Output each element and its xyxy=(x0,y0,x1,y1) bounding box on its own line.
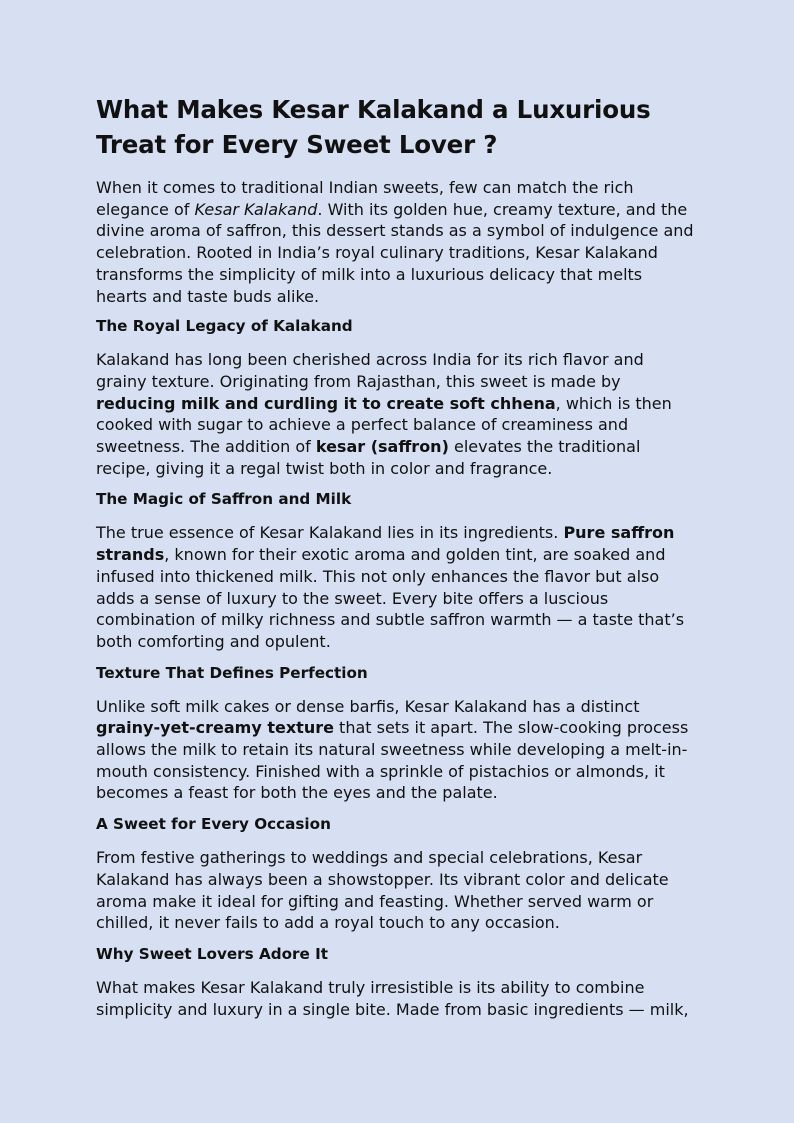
section-heading-sweet-lovers: Why Sweet Lovers Adore It xyxy=(96,944,329,963)
section-heading-royal-legacy: The Royal Legacy of Kalakand xyxy=(96,317,353,336)
intro-paragraph: When it comes to traditional Indian sweets, few can match the rich elegance of Kesar Kalakand. With its golden hue, creamy texture, and the divine aroma of saffron, this dessert stands as a symbol of indulgence and celebration. Rooted in India’s royal culinary traditions, Kesar Kalakand transforms the simplicity of milk into a luxurious delicacy that melts hearts and taste buds alike. xyxy=(96,178,694,306)
section-paragraph-texture: Unlike soft milk cakes or dense barfis, Kesar Kalakand has a distinct grainy-yet-creamy texture that sets it apart. The slow-cooking process allows the milk to retain its natural sweetness while developing a melt-in-mouth consistency. Finished with a sprinkle of pistachios or almonds, it becomes a feast for both the eyes and the palate. xyxy=(96,696,689,803)
section-paragraph-royal-legacy: Kalakand has long been cherished across India for its rich flavor and grainy texture. Originating from Rajasthan, this sweet is made by reducing milk and curdling it to create soft chhena, which is then cooked with sugar to achieve a perfect balance of creaminess and sweetness. The addition of kesar (saffron) elevates the traditional recipe, giving it a regal twist both in color and fragrance. xyxy=(96,350,672,478)
section-paragraph-saffron-milk: The true essence of Kesar Kalakand lies in its ingredients. Pure saffron strands, known for their exotic aroma and golden tint, are soaked and infused into thickened milk. This not only enhances the flavor but also adds a sense of luxury to the sweet. Every bite offers a luscious combination of milky richness and subtle saffron warmth — a taste that’s both comforting and opulent. xyxy=(96,523,685,651)
article-title xyxy=(96,92,698,162)
title-line-2: Treat for Every Sweet Lover ? xyxy=(96,130,498,159)
section-heading-texture: Texture That Defines Perfection xyxy=(96,663,368,682)
section-paragraph-sweet-lovers: What makes Kesar Kalakand truly irresistible is its ability to combine simplicity and luxury in a single bite. Made from basic ingredients — milk, xyxy=(96,977,689,1019)
bold-phrase: Pure saffron strands xyxy=(96,523,675,565)
title-line-1: What Makes Kesar Kalakand a Luxurious xyxy=(96,95,651,124)
section-heading-saffron-milk: The Magic of Saffron and Milk xyxy=(96,490,352,509)
intro-emphasis: Kesar Kalakand xyxy=(194,199,318,219)
bold-phrase: kesar (saffron) xyxy=(315,437,449,457)
bold-phrase: reducing milk and curdling it to create soft chhena xyxy=(96,393,556,413)
section-paragraph-occasion: From festive gatherings to weddings and special celebrations, Kesar Kalakand has always been a showstopper. Its vibrant color and delicate aroma make it ideal for gifting and feasting. Whether served warm or chilled, it never fails to add a royal touch to any occasion. xyxy=(96,848,669,933)
section-heading-occasion: A Sweet for Every Occasion xyxy=(96,815,331,834)
bold-phrase: grainy-yet-creamy texture xyxy=(96,718,334,738)
